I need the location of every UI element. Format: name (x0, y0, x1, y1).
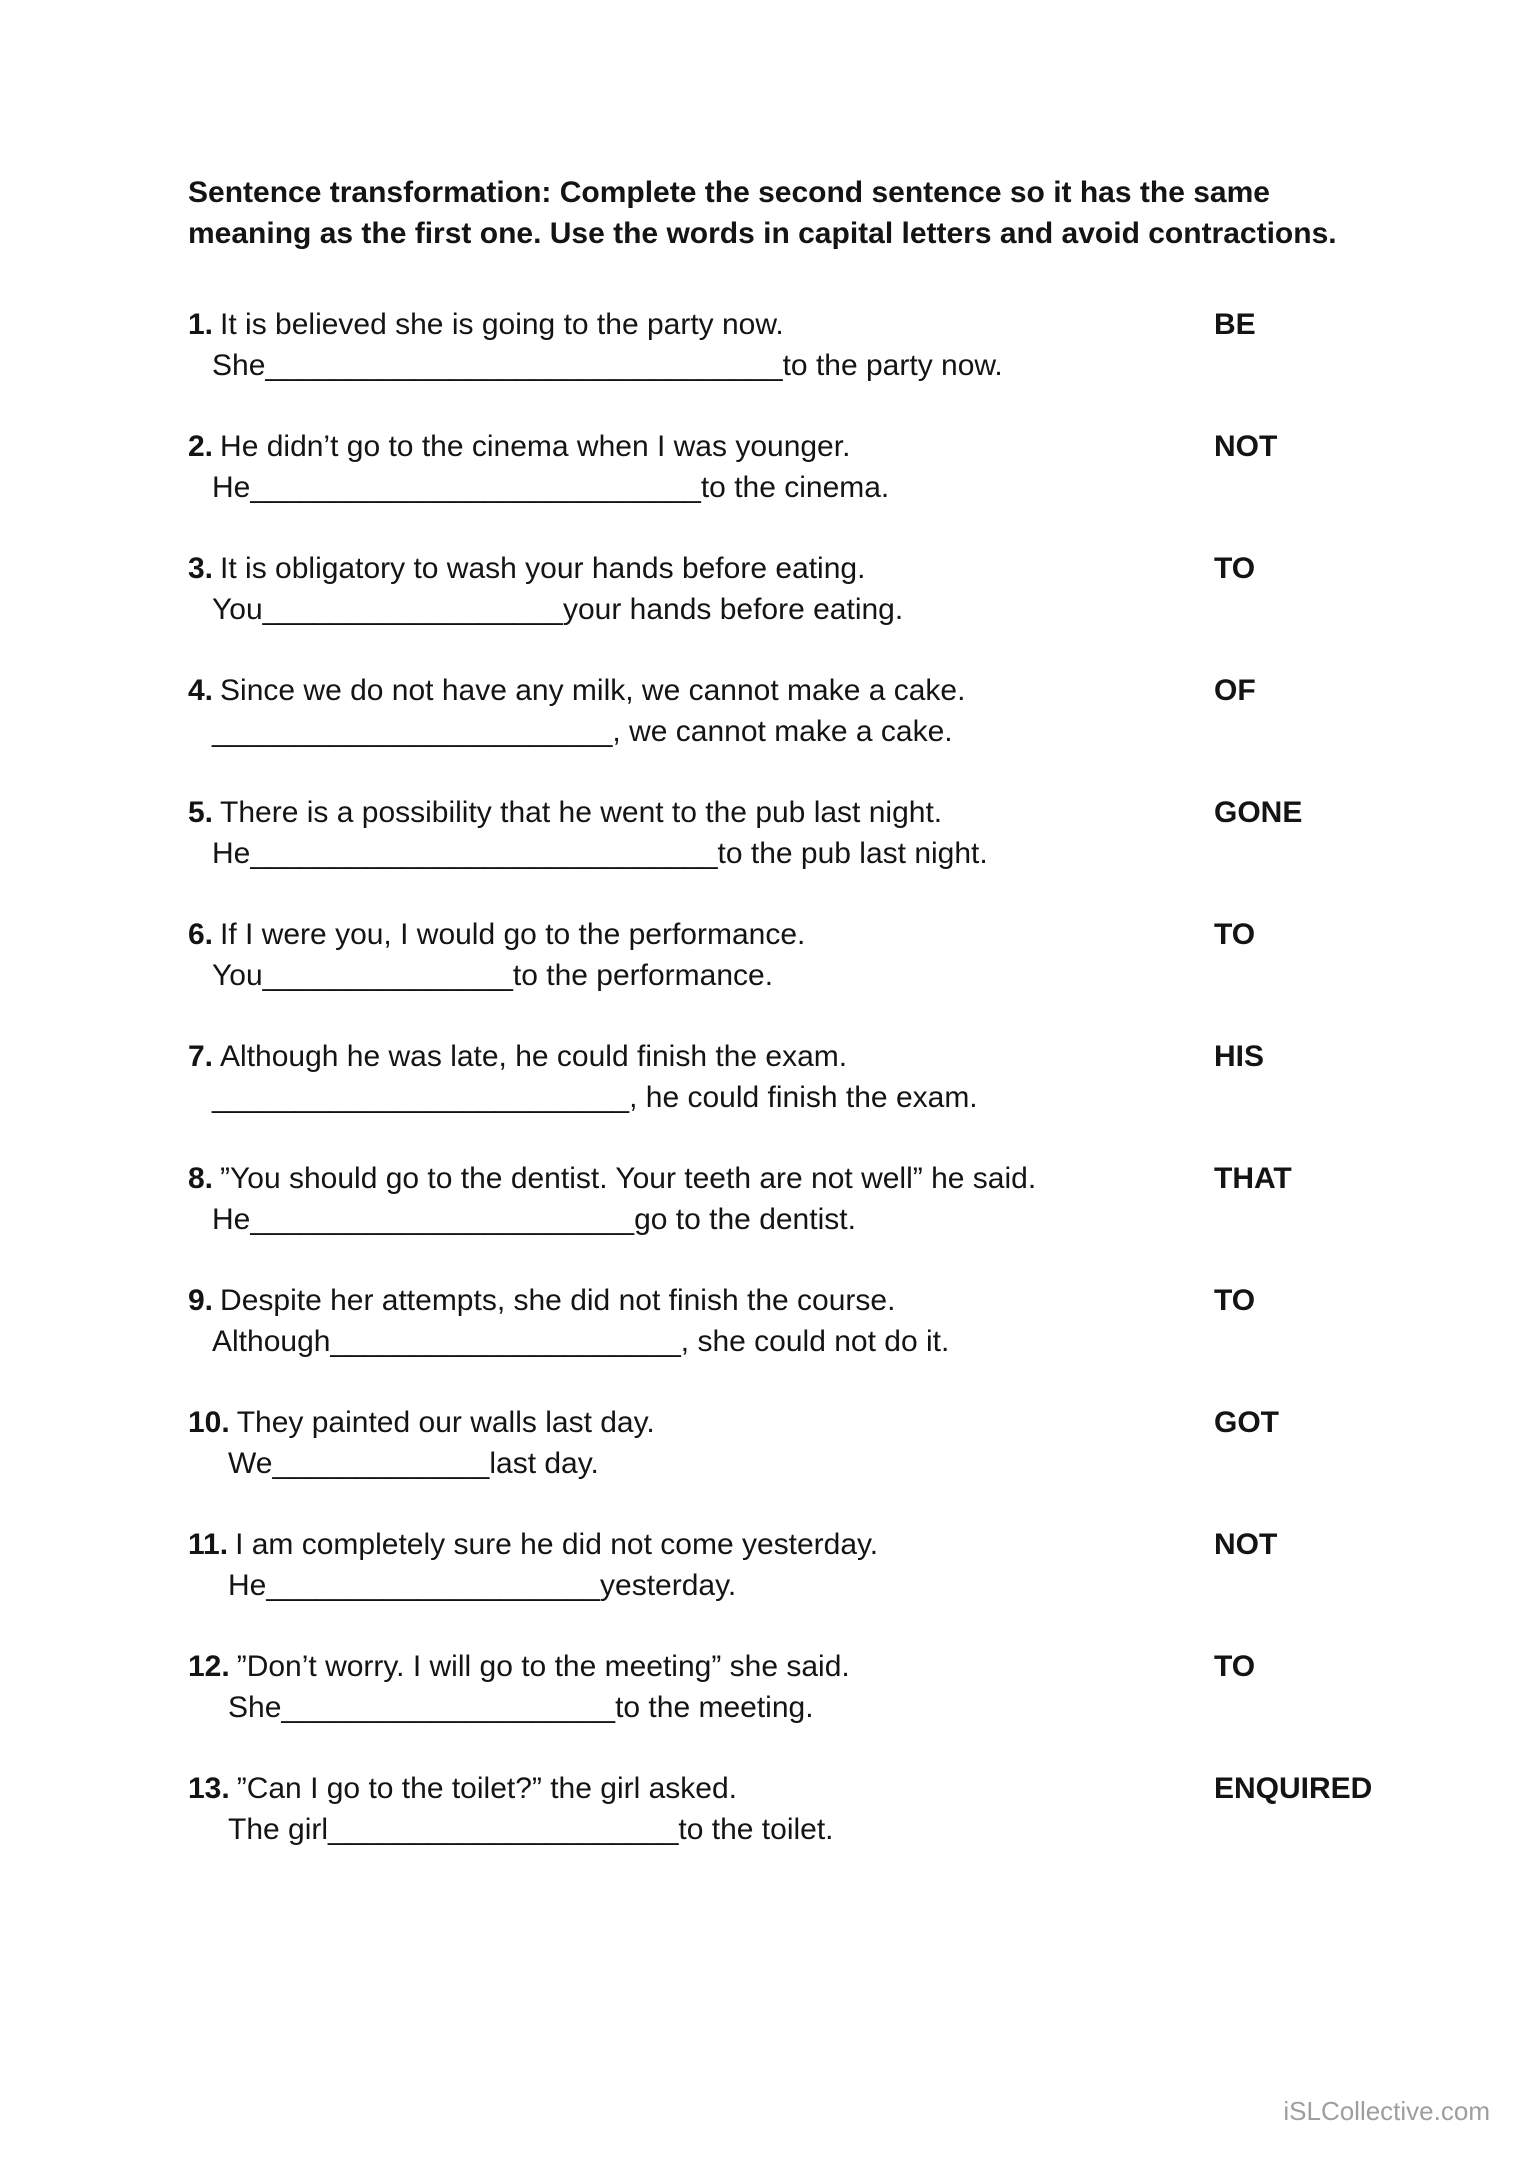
sentence-line (188, 1646, 1478, 1687)
item-sentence: Despite her attempts, she did not finish the course. (220, 1284, 896, 1317)
item-keyword: OF (1214, 674, 1256, 707)
exercise-item (188, 1768, 1478, 1850)
item-sentence: ”Don’t worry. I will go to the meeting” she said. (236, 1650, 850, 1683)
item-keyword: TO (1214, 918, 1256, 951)
item-keyword: BE (1214, 308, 1256, 341)
exercise-item (188, 1036, 1478, 1118)
item-sentence: ”You should go to the dentist. Your teeth are not well” he said. (220, 1162, 1037, 1195)
item-sentence: He didn’t go to the cinema when I was younger. (220, 430, 851, 463)
item-number: 8. (188, 1162, 214, 1195)
item-answer-line: Although_____________________, she could not do it. (212, 1325, 950, 1358)
item-sentence: It is believed she is going to the party now. (220, 308, 784, 341)
item-answer-line: She____________________to the meeting. (228, 1691, 814, 1724)
item-keyword: NOT (1214, 1528, 1278, 1561)
item-number: 9. (188, 1284, 214, 1317)
item-keyword: GOT (1214, 1406, 1279, 1439)
exercise-item (188, 670, 1478, 752)
item-keyword: GONE (1214, 796, 1303, 829)
item-sentence: If I were you, I would go to the performance. (220, 918, 806, 951)
exercise-item (188, 792, 1478, 874)
sentence-line (188, 1036, 1478, 1077)
exercise-item (188, 1280, 1478, 1362)
item-answer-line: He____________________yesterday. (228, 1569, 737, 1602)
item-answer-line: He____________________________to the pub last night. (212, 837, 988, 870)
worksheet-instructions: Sentence transformation: Complete the second sentence so it has the same meaning as the first one. Use the words in capital letters and avoid contractions. (188, 176, 1337, 250)
item-number: 6. (188, 918, 214, 951)
islcollective-watermark: iSLCollective.com (1283, 2096, 1490, 2126)
item-number: 7. (188, 1040, 214, 1073)
item-keyword: TO (1214, 1284, 1256, 1317)
sentence-line (188, 670, 1478, 711)
item-number: 10. (188, 1406, 230, 1439)
exercise-item (188, 304, 1478, 386)
exercise-item (188, 1158, 1478, 1240)
sentence-line (188, 548, 1478, 589)
sentence-line (188, 1524, 1478, 1565)
item-keyword: THAT (1214, 1162, 1292, 1195)
item-sentence: ”Can I go to the toilet?” the girl asked. (236, 1772, 737, 1805)
exercise-item (188, 1646, 1478, 1728)
worksheet-content (188, 172, 1478, 1890)
item-keyword: ENQUIRED (1214, 1772, 1373, 1805)
item-sentence: They painted our walls last day. (236, 1406, 655, 1439)
exercise-item (188, 426, 1478, 508)
sentence-line (188, 1402, 1478, 1443)
sentence-line (188, 1280, 1478, 1321)
exercise-item (188, 1524, 1478, 1606)
item-answer-line: The girl_____________________to the toilet. (228, 1813, 834, 1846)
item-number: 13. (188, 1772, 230, 1805)
exercise-item (188, 914, 1478, 996)
item-answer-line: You_______________to the performance. (212, 959, 774, 992)
exercise-item (188, 1402, 1478, 1484)
sentence-line (188, 426, 1478, 467)
item-answer-line: _________________________, he could finish the exam. (212, 1081, 978, 1114)
item-number: 3. (188, 552, 214, 585)
item-number: 12. (188, 1650, 230, 1683)
item-sentence: Since we do not have any milk, we cannot make a cake. (220, 674, 966, 707)
item-answer-line: He___________________________to the cinema. (212, 471, 890, 504)
item-answer-line: We_____________last day. (228, 1447, 599, 1480)
sentence-line (188, 304, 1478, 345)
exercise-item (188, 548, 1478, 630)
item-sentence: It is obligatory to wash your hands before eating. (220, 552, 866, 585)
item-keyword: HIS (1214, 1040, 1265, 1073)
item-number: 11. (188, 1528, 229, 1561)
item-number: 1. (188, 308, 214, 341)
item-answer-line: He_______________________go to the dentist. (212, 1203, 856, 1236)
item-answer-line: You__________________your hands before eating. (212, 593, 904, 626)
item-sentence: Although he was late, he could finish the exam. (220, 1040, 848, 1073)
item-sentence: I am completely sure he did not come yesterday. (235, 1528, 879, 1561)
sentence-line (188, 914, 1478, 955)
item-keyword: TO (1214, 1650, 1256, 1683)
item-sentence: There is a possibility that he went to the pub last night. (220, 796, 943, 829)
item-answer-line: She_______________________________to the party now. (212, 349, 1003, 382)
item-keyword: TO (1214, 552, 1256, 585)
item-number: 5. (188, 796, 214, 829)
item-keyword: NOT (1214, 430, 1278, 463)
item-number: 4. (188, 674, 214, 707)
item-answer-line: ________________________, we cannot make a cake. (212, 715, 953, 748)
item-number: 2. (188, 430, 214, 463)
